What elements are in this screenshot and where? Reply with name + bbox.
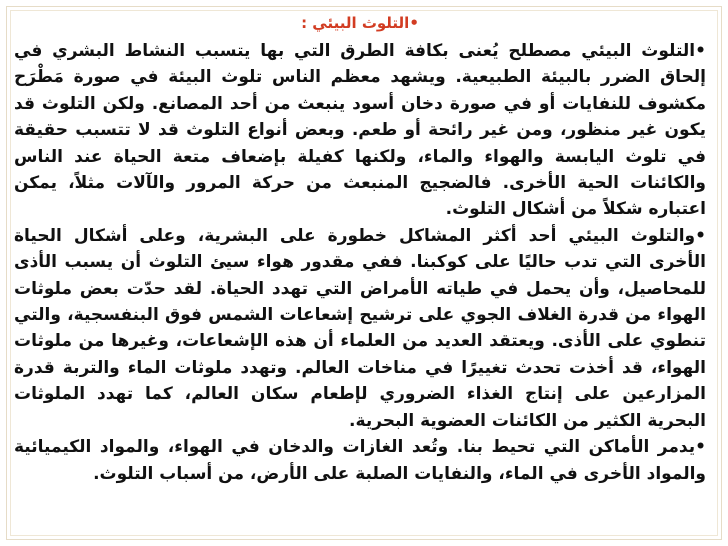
paragraph-text: والتلوث البيئي أحد أكثر المشاكل خطورة على البشرية، وعلى أشكال الحياة الأخرى التي تدب حاليًا على كوكبنا. ففي مقدور هواء سيئ التلوث أن يسبب الأذى للمحاصيل، وأن يحمل في طياته الأمراض التي تهدد الحياة. لقد حدّت بعض ملوثات الهواء من قدرة الغلاف الجوي على ترشيح إشعاعات الشمس فوق البنفسجية، والتي تنطوي على الأذى. ويعتقد العديد من العلماء أن هذه الإشعاعات، وغيرها من ملوثات الهواء، قد أخذت تحدث تغييرًا في مناخات العالم. وتهدد ملوثات الماء والتربة قدرة المزارعين على إنتاج الغذاء الضروري لإطعام سكان العالم، كما تهدد الملوثات البحرية الكثير من الكائنات العضوية البحرية.: [14, 225, 706, 431]
paragraph-definition: [14, 38, 706, 223]
title-bullet: •: [409, 14, 419, 32]
title-text: التلوث البيئي :: [301, 14, 410, 32]
paragraph-dangers: [14, 223, 706, 434]
paragraph-bullet: •: [695, 41, 706, 61]
paragraph-text: التلوث البيئي مصطلح يُعنى بكافة الطرق التي بها يتسبب النشاط البشري في إلحاق الضرر بالبيئة الطبيعية. ويشهد معظم الناس تلوث البيئة في صورة مَطْرَح مكشوف للنفايات أو في صورة دخان أسود ينبعث من أحد المصانع. ولكن التلوث قد يكون غير منظور، ومن غير رائحة أو طعم. وبعض أنواع التلوث قد لا تتسبب حقيقة في تلوث اليابسة والهواء والماء، ولكنها كفيلة بإضعاف متعة الحياة عند الناس والكائنات الحية الأخرى. فالضجيج المنبعث من حركة المرور والآلات مثلاً، يمكن اعتباره شكلاً من أشكال التلوث.: [14, 41, 706, 220]
paragraph-bullet: •: [695, 437, 706, 458]
paragraph-bullet: •: [695, 225, 706, 246]
slide-content: [14, 12, 706, 487]
slide-title: [14, 12, 706, 34]
paragraph-causes: [14, 434, 706, 487]
paragraph-text: يدمر الأماكن التي تحيط بنا. وتُعد الغازات والدخان في الهواء، والمواد الكيميائية والمواد الأخرى في الماء، والنفايات الصلبة على الأرض، من أسباب التلوث.: [14, 437, 706, 484]
